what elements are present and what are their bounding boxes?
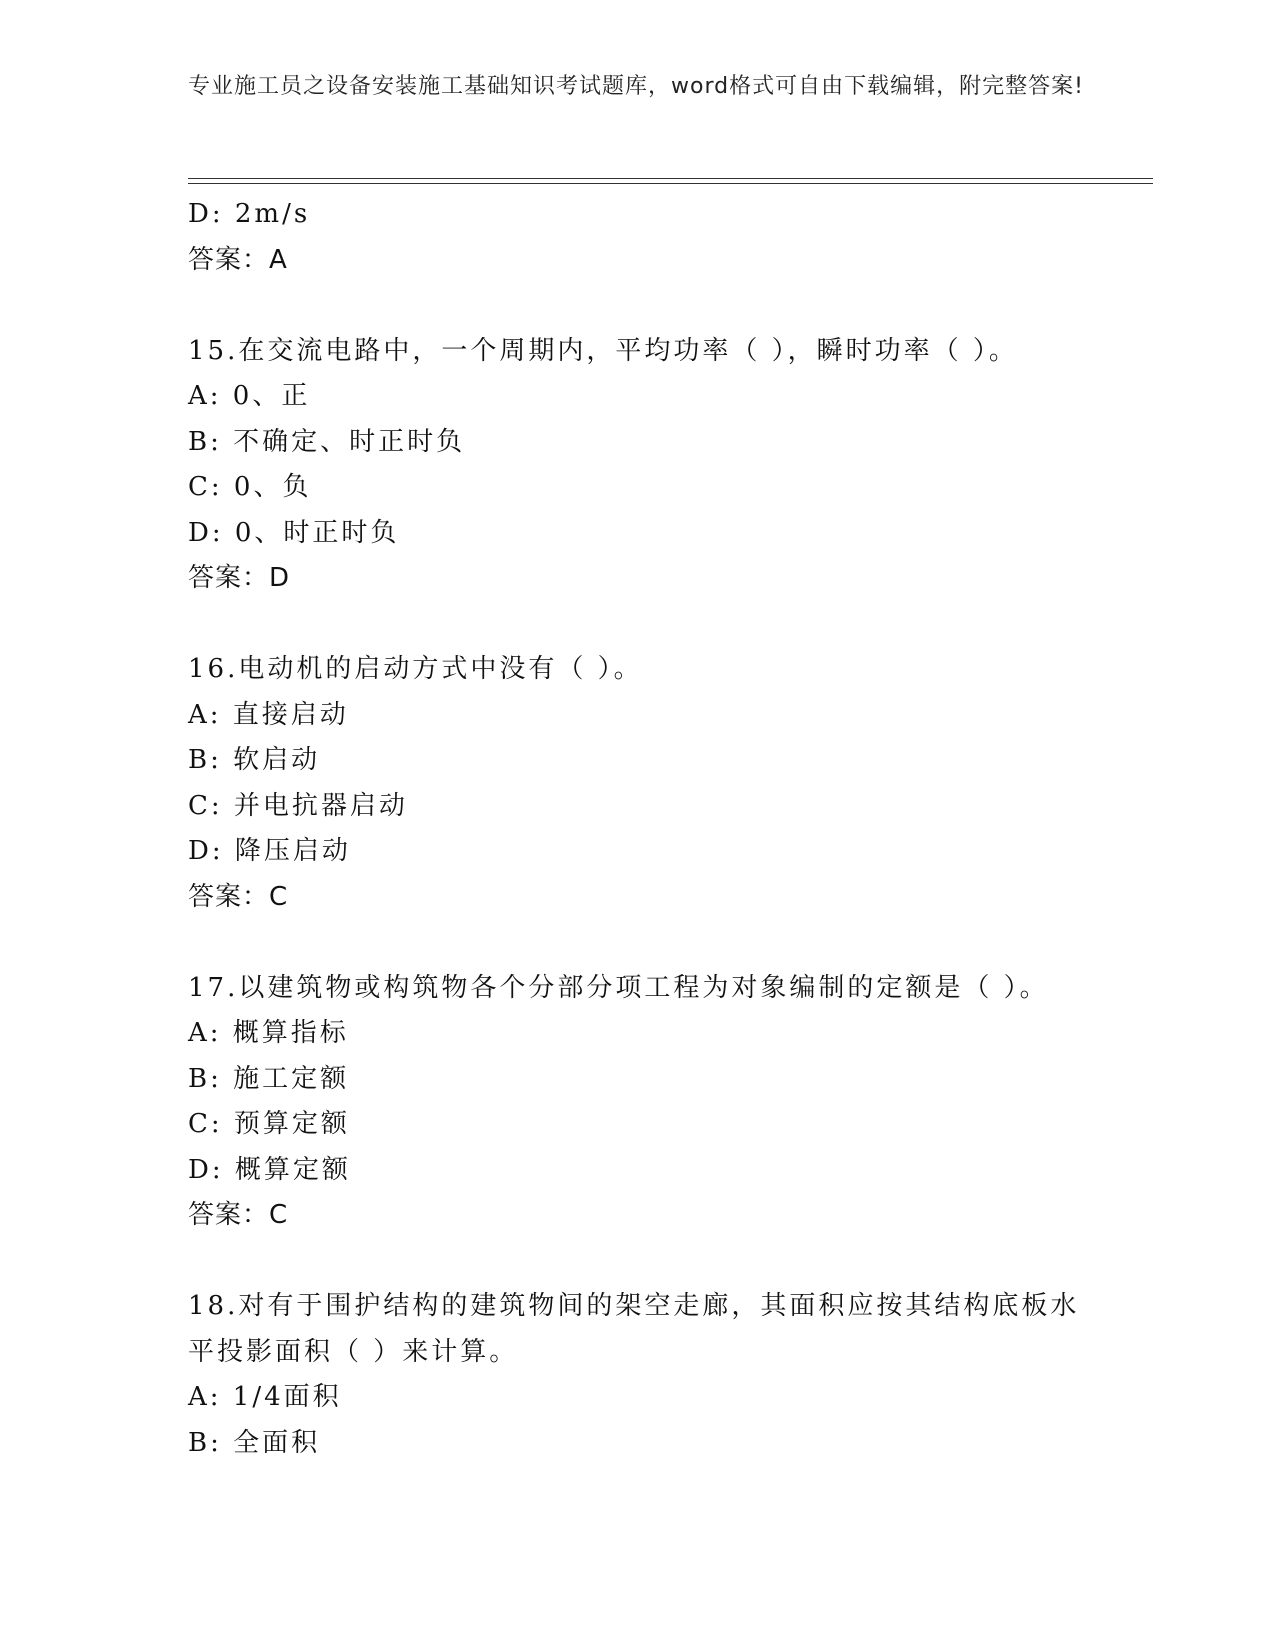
option-a: A: 1/4面积 [188, 1382, 342, 1412]
question-stem: 15.在交流电路中，一个周期内，平均功率（ ），瞬时功率（ ）。 [188, 335, 1018, 366]
page-header: 专业施工员之设备安装施工基础知识考试题库，word格式可自由下载编辑，附完整答案! [188, 74, 1084, 99]
question-stem: 17.以建筑物或构筑物各个分部分项工程为对象编制的定额是（ ）。 [188, 972, 1049, 1003]
spacer [188, 1239, 1148, 1285]
question-content [188, 192, 1148, 1466]
option-d: D: 2m/s [188, 199, 311, 229]
option-d: D: 0、时正时负 [188, 517, 400, 548]
answer-line: 答案：C [188, 881, 289, 912]
question-stem: 18.对有于围护结构的建筑物间的架空走廊，其面积应按其结构底板水平投影面积（ ）来计算。 [188, 1291, 1080, 1367]
option-b: B: 全面积 [188, 1427, 321, 1458]
option-b: B: 不确定、时正时负 [188, 426, 466, 457]
option-a: A: 0、正 [188, 381, 311, 411]
header-rule-top [188, 178, 1153, 179]
answer-line: 答案：A [188, 244, 288, 275]
option-d: D: 降压启动 [188, 836, 351, 866]
question-17 [188, 966, 1148, 1239]
answer-line: 答案：D [188, 563, 291, 593]
option-b: B: 施工定额 [188, 1063, 350, 1094]
option-c: C: 0、负 [188, 472, 312, 502]
option-a: A: 概算指标 [188, 1018, 349, 1048]
spacer [188, 283, 1148, 329]
option-a: A: 直接启动 [188, 699, 349, 730]
option-b: B: 软启动 [188, 745, 321, 775]
question-stem: 16.电动机的启动方式中没有（ ）。 [188, 654, 643, 684]
question-16 [188, 647, 1148, 920]
question-15 [188, 329, 1148, 602]
option-c: C: 预算定额 [188, 1109, 350, 1139]
answer-line: 答案：C [188, 1200, 289, 1230]
spacer [188, 920, 1148, 966]
option-c: C: 并电抗器启动 [188, 790, 408, 821]
option-d: D: 概算定额 [188, 1154, 351, 1185]
question-18 [188, 1284, 1148, 1466]
spacer [188, 602, 1148, 648]
header-rule-bottom [188, 183, 1153, 184]
